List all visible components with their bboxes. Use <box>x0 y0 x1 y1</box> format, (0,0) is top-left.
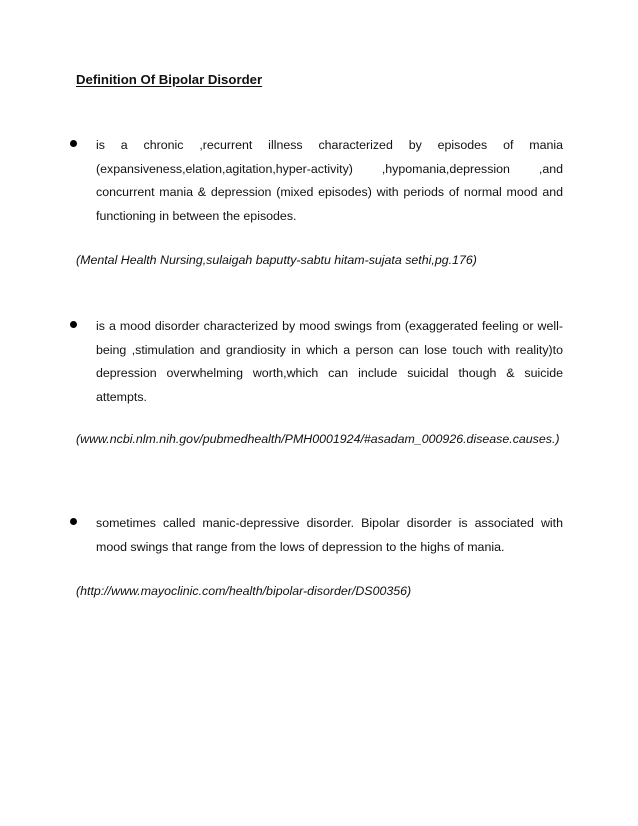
bullet-icon <box>70 321 77 328</box>
page-title: Definition Of Bipolar Disorder <box>76 72 263 87</box>
citation-2: (www.ncbi.nlm.nih.gov/pubmedhealth/PMH0001924/#asadam_000926.disease.causes.) <box>76 432 560 446</box>
citation-1: (Mental Health Nursing,sulaigah baputty-sabtu hitam-sujata sethi,pg.176) <box>76 253 477 267</box>
bullet-icon <box>70 518 77 525</box>
definition-item-2 <box>70 315 563 409</box>
definition-text: is a mood disorder characterized by mood swings from (exaggerated feeling or well-being ,stimulation and grandiosity in which a person can lose touch with reality)to depression overwhelming worth,which can include suicidal though & suicide attempts. <box>96 319 563 404</box>
definition-item-1 <box>70 134 563 228</box>
definition-text: sometimes called manic-depressive disorder. Bipolar disorder is associated with mood swings that range from the lows of depression to the highs of mania. <box>96 516 563 554</box>
bullet-icon <box>70 140 77 147</box>
citation-3: (http://www.mayoclinic.com/health/bipolar-disorder/DS00356) <box>76 584 412 598</box>
definition-item-3 <box>70 512 563 559</box>
definition-text: is a chronic ,recurrent illness characterized by episodes of mania (expansiveness,elation,agitation,hyper-activity) ,hypomania,depression ,and concurrent mania & depression (mixed episodes) with periods of normal mood and functioning in between the episodes. <box>96 138 563 223</box>
